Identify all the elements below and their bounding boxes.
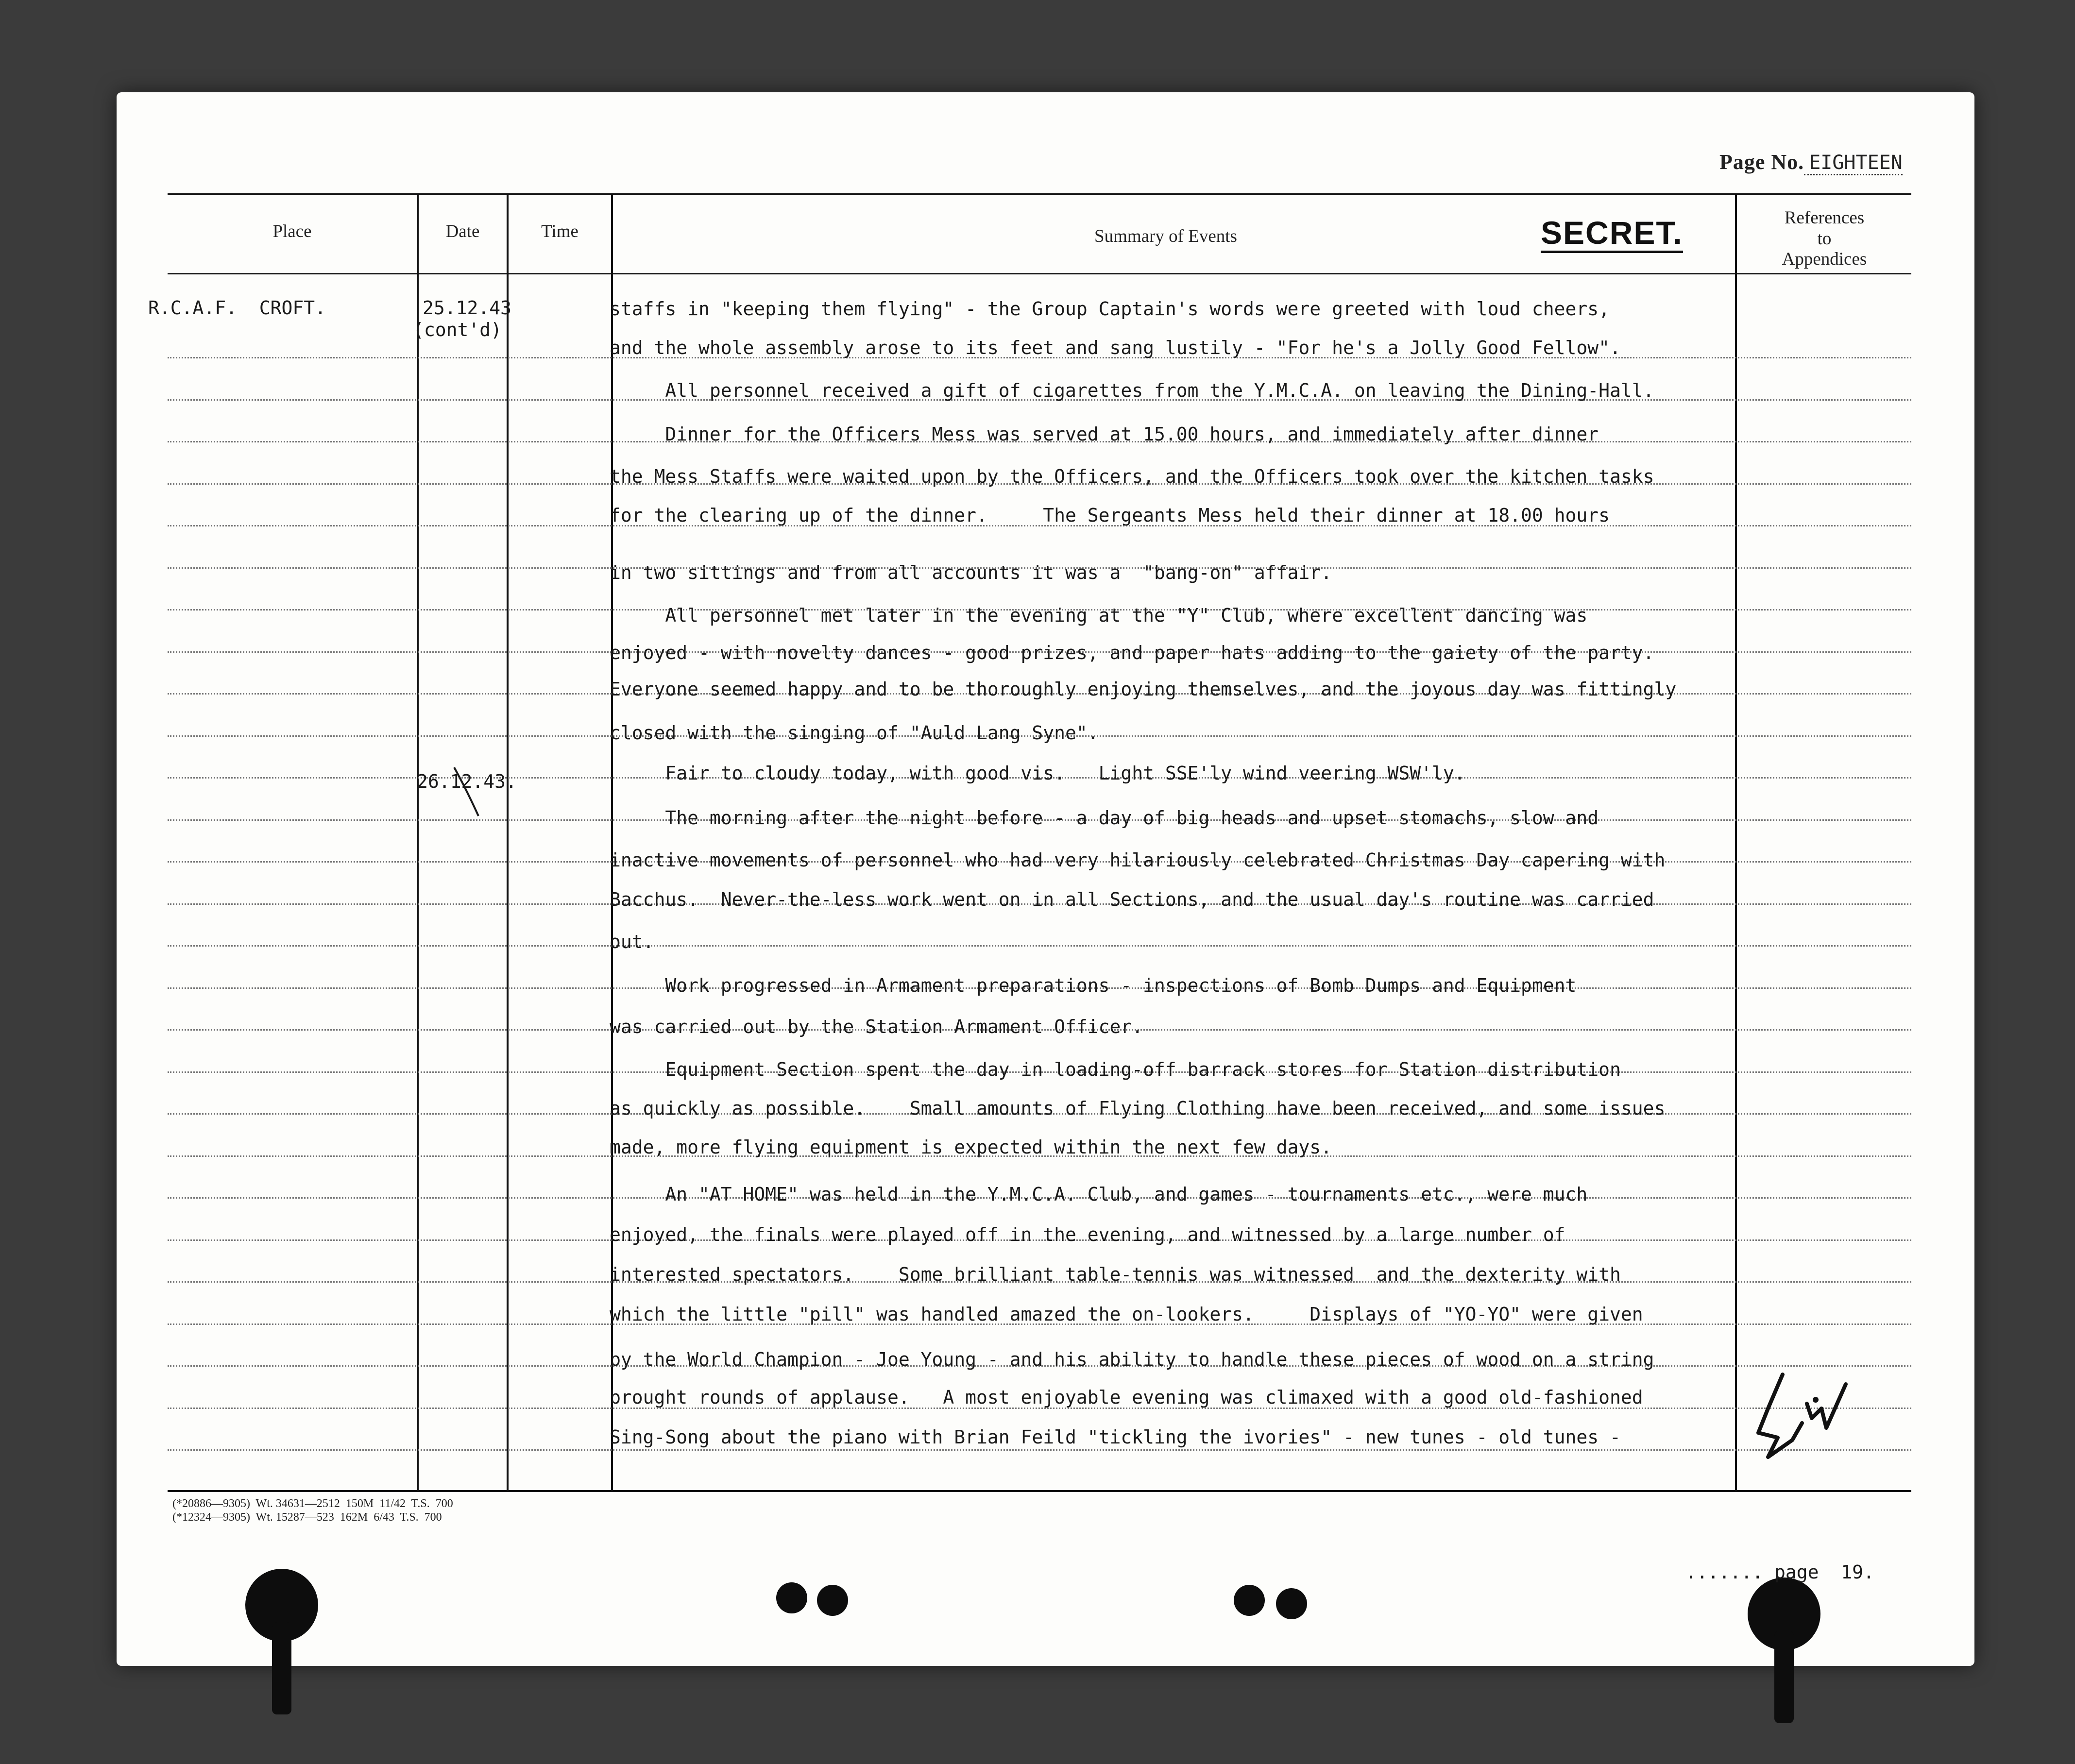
summary-line: Fair to cloudy today, with good vis. Light SSE'ly wind veering WSW'ly. [610,763,1465,784]
summary-line: All personnel met later in the evening at the "Y" Club, where excellent dancing was [610,605,1588,626]
summary-line: enjoyed - with novelty dances - good prizes, and paper hats adding to the gaiety of the party. [610,642,1654,663]
summary-line: brought rounds of applause. A most enjoyable evening was climaxed with a good old-fashioned [610,1387,1643,1408]
date-entry-first-note: (cont'd) [413,319,502,340]
punch-hole [776,1582,807,1613]
summary-line: staffs in "keeping them flying" - the Group Captain's words were greeted with loud cheers, [610,298,1610,320]
punch-hole [1234,1585,1265,1616]
summary-line: enjoyed, the finals were played off in the evening, and witnessed by a large number of [610,1224,1565,1245]
page-number-label: Page No. [1719,150,1804,174]
column-header-references [1737,208,1912,270]
summary-line: inactive movements of personnel who had very hilariously celebrated Christmas Day capering with [610,849,1666,871]
summary-line: An "AT HOME" was held in the Y.M.C.A. Club, and games - tournaments etc., were much [610,1184,1588,1205]
summary-line: Dinner for the Officers Mess was served at 15.00 hours, and immediately after dinner [610,424,1599,445]
page-number [1719,150,1903,174]
summary-line: out. [610,931,654,952]
column-header-time: Time [541,221,578,241]
summary-line: for the clearing up of the dinner. The Sergeants Mess held their dinner at 18.00 hours [610,505,1610,526]
date-entry-second: 26.12.43. [417,771,517,792]
summary-line: and the whole assembly arose to its feet and sang lustily - "For he's a Jolly Good Fellow". [610,337,1621,358]
summary-line: Sing-Song about the piano with Brian Feild "tickling the ivories" - new tunes - old tunes - [610,1426,1621,1448]
summary-line: Work progressed in Armament preparations - inspections of Bomb Dumps and Equipment [610,975,1577,996]
summary-line: All personnel received a gift of cigarettes from the Y.M.C.A. on leaving the Dining-Hall. [610,380,1654,401]
summary-line: Bacchus. Never-the-less work went on in all Sections, and the usual day's routine was carried [610,889,1654,910]
references-line: Appendices [1782,249,1867,270]
punch-hole [1276,1588,1307,1619]
row-ruling [168,1449,1911,1451]
form-reference-line: (*12324—9305) Wt. 15287—523 162M 6/43 T.S. 700 [172,1510,442,1524]
initials-signature [1749,1355,1875,1472]
form-reference-line: (*20886—9305) Wt. 34631—2512 150M 11/42 T.S. 700 [172,1497,453,1510]
summary-line: closed with the singing of "Auld Lang Syne". [610,722,1099,744]
summary-line: which the little "pill" was handled amazed the on-lookers. Displays of "YO-YO" were given [610,1304,1643,1325]
table-bottom-border [168,1490,1911,1492]
references-line: to [1817,228,1832,249]
secret-stamp: SECRET. [1541,217,1683,253]
column-header-place: Place [272,221,312,241]
summary-line: Everyone seemed happy and to be thoroughly enjoying themselves, and the joyous day was fittingly [610,678,1677,700]
punch-hole-right [1748,1577,1820,1650]
summary-line: interested spectators. Some brilliant table-tennis was witnessed and the dexterity with [610,1264,1621,1285]
column-header-summary: Summary of Events [1094,226,1237,246]
punch-hole [817,1585,848,1616]
column-header-date: Date [445,221,480,241]
column-divider-date [507,193,509,1491]
place-entry: R.C.A.F. CROFT. [148,297,326,319]
summary-line: by the World Champion - Joe Young - and his ability to handle these pieces of wood on a string [610,1349,1654,1370]
row-ruling [168,945,1911,947]
summary-line: the Mess Staffs were waited upon by the Officers, and the Officers took over the kitchen tasks [610,466,1654,487]
punch-hole-left [245,1569,318,1642]
summary-line: Equipment Section spent the day in loading-off barrack stores for Station distribution [610,1059,1621,1080]
date-entry-first: 25.12.43 [423,297,512,319]
table-top-border [168,193,1911,195]
summary-line: made, more flying equipment is expected within the next few days. [610,1136,1332,1158]
summary-line: as quickly as possible. Small amounts of Flying Clothing have been received, and some issues [610,1098,1666,1119]
column-divider-summary [1735,193,1737,1491]
summary-line: in two sittings and from all accounts it was a "bang-on" affair. [610,562,1332,583]
date-strike-mark [447,765,491,818]
continuation-page-ref: ....... page 19. [1685,1561,1874,1583]
references-line: References [1784,208,1865,228]
header-bottom-border [168,273,1911,274]
column-divider-place [417,193,419,1491]
form-reference [172,1497,453,1524]
summary-line: The morning after the night before - a day of big heads and upset stomachs, slow and [610,807,1599,829]
summary-line: was carried out by the Station Armament Officer. [610,1016,1143,1037]
page-number-value: EIGHTEEN [1804,152,1903,175]
